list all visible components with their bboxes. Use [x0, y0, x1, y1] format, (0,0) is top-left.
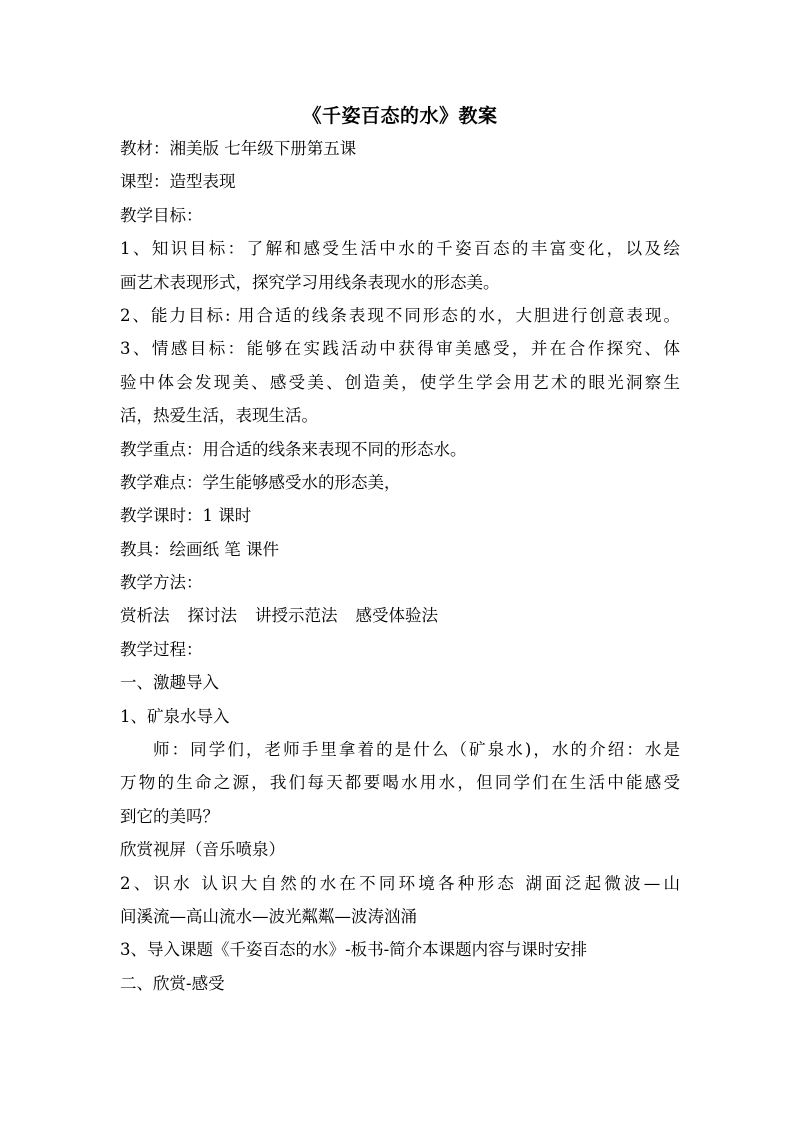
teacher-line1: 师：同学们，老师手里拿着的是什么（矿泉水)，水的介绍：水是	[153, 740, 680, 760]
goal3-line3: 活，热爱生活，表现生活。	[120, 406, 318, 426]
teacher-line3: 到它的美吗？	[120, 806, 219, 826]
difficulty-line: 教学难点：学生能够感受水的形态美，	[120, 472, 401, 492]
methods-list	[120, 599, 680, 632]
teacher-line2: 万物的生命之源，我们每天都要喝水用水，但同学们在生活中能感受	[120, 773, 680, 793]
process-heading: 教学过程：	[120, 639, 203, 659]
step2-line1: 2、识水 认识大自然的水在不同环境各种形态 湖面泛起微波—山	[120, 873, 680, 893]
goal1-line2: 画艺术表现形式，探究学习用线条表现水的形态美。	[120, 272, 500, 292]
method-item: 感受体验法	[355, 606, 438, 626]
goal3-line2: 验中体会发现美、感受美、创造美，使学生学会用艺术的眼光洞察生	[120, 372, 680, 392]
method-item: 赏析法	[120, 606, 170, 626]
goal2-line: 2、能力目标: 用合适的线条表现不同形态的水，大胆进行创意表现。	[120, 305, 680, 325]
screen-line: 欣赏视屏（音乐喷泉）	[120, 840, 285, 860]
lesson-type-line: 课型：造型表现	[120, 172, 236, 192]
step1-heading: 1、矿泉水导入	[120, 706, 230, 726]
document-page	[120, 100, 680, 1000]
step3-line: 3、导入课题《千姿百态的水》-板书-简介本课题内容与课时安排	[120, 940, 588, 960]
methods-heading: 教学方法：	[120, 573, 203, 593]
key-point-line: 教学重点：用合适的线条来表现不同的形态水。	[120, 439, 467, 459]
section2-heading: 二、欣赏-感受	[120, 973, 225, 993]
goal3-line1: 3、情感目标：能够在实践活动中获得审美感受，并在合作探究、体	[120, 339, 680, 359]
step2-line2: 间溪流—高山流水—波光粼粼—波涛汹涌	[120, 906, 417, 926]
document-title: 《千姿百态的水》教案	[302, 105, 498, 127]
goal1-line1: 1、知识目标：了解和感受生活中水的千姿百态的丰富变化，以及绘	[120, 239, 680, 259]
section1-heading: 一、激趣导入	[120, 673, 219, 693]
goals-heading: 教学目标：	[120, 205, 203, 225]
material-line: 教材：湘美版 七年级下册第五课	[120, 139, 357, 158]
method-item: 讲授示范法	[255, 606, 338, 626]
hours-line: 教学课时：1 课时	[120, 506, 252, 526]
method-item: 探讨法	[187, 606, 237, 626]
tools-line: 教具：绘画纸 笔 课件	[120, 539, 279, 559]
